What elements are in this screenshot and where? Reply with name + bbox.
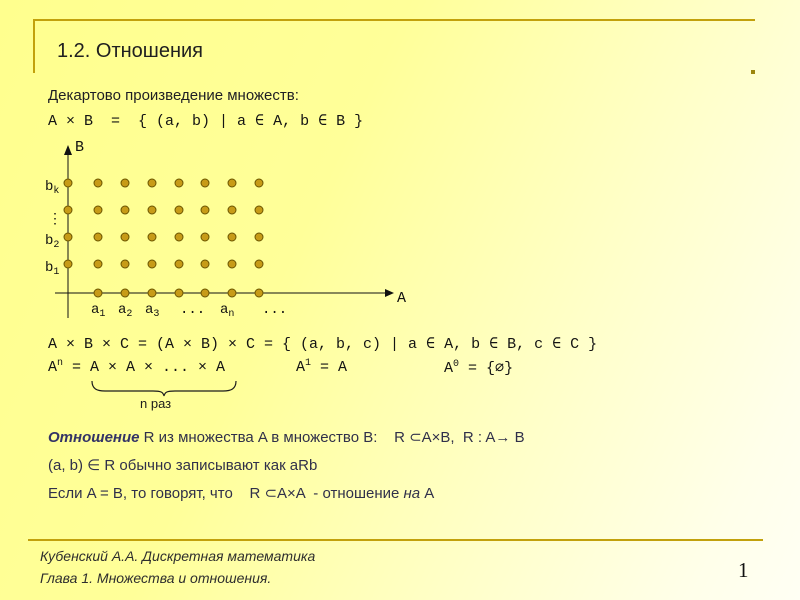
grid-dot [175, 289, 183, 297]
grid-dot [148, 260, 156, 268]
x-axis-ellipsis-1: ... [180, 302, 206, 318]
formula-cartesian-product: A × B = { (a, b) | a ∈ A, b ∈ B } [48, 113, 364, 130]
grid-dot [228, 289, 236, 297]
formula-power-0: $A^0$ = {∅} [444, 359, 514, 377]
grid-dot [255, 289, 263, 297]
x-axis-label-a1: $a_1$ [91, 302, 106, 320]
title-frame-left-line [33, 19, 35, 73]
grid-dot [228, 206, 236, 214]
grid-dot [121, 289, 129, 297]
grid-dot [94, 260, 102, 268]
x-axis-label-an: $a_n$ [220, 302, 235, 320]
axes [55, 145, 394, 318]
x-axis-title: A [397, 290, 407, 307]
grid-dot [94, 206, 102, 214]
relation-notation: (a, b) ∈ R обычно записывают как aRb [48, 457, 318, 474]
formula-triple-product: A × B × C = (A × B) × C = { (a, b, c) | a ∈ A, b ∈ B, c ∈ C } [48, 336, 598, 353]
intro-text: Декартово произведение множеств: [48, 87, 299, 104]
grid-dot [94, 179, 102, 187]
grid-dot [255, 260, 263, 268]
grid-dot [255, 206, 263, 214]
grid-dot [201, 233, 209, 241]
formula-power-1: $A^1 = A$ [296, 358, 348, 376]
grid-dot [175, 260, 183, 268]
footer-author: Кубенский А.А. Дискретная математика [40, 548, 316, 564]
formula-power-n: $A^n = A \times A$ × ... × A [48, 358, 226, 376]
y-axis-label-b2: $b_2$ [45, 233, 60, 251]
grid-dot [201, 289, 209, 297]
x-axis-label-a2: $a_2$ [118, 302, 133, 320]
grid-dot [175, 206, 183, 214]
grid-dot [201, 206, 209, 214]
brace-label: n раз [140, 396, 172, 411]
grid-dot [255, 179, 263, 187]
y-axis-label-bk: $b_k$ [45, 179, 60, 197]
grid-dot [201, 179, 209, 187]
grid-dot [121, 179, 129, 187]
y-axis-ellipsis: ⋮ [48, 212, 62, 228]
footer-chapter: Глава 1. Множества и отношения. [40, 570, 272, 586]
grid-dot [148, 233, 156, 241]
grid-dot [228, 179, 236, 187]
title-frame-top-line [33, 19, 755, 21]
grid-dot [121, 233, 129, 241]
grid-dot [94, 289, 102, 297]
grid-dot [94, 233, 102, 241]
y-axis-title: B [75, 139, 85, 156]
grid-dot [228, 233, 236, 241]
relation-definition-text: R из множества A в множество B: [139, 429, 395, 446]
relation-definition [48, 428, 525, 446]
grid-dot [175, 179, 183, 187]
grid-dot [64, 233, 72, 241]
grid-dot [148, 179, 156, 187]
y-axis-label-b1: $b_1$ [45, 260, 60, 278]
grid-dot [255, 233, 263, 241]
footer-separator-line [28, 539, 763, 541]
dot-grid [64, 179, 263, 297]
grid-dot [148, 206, 156, 214]
x-axis-ellipsis-2: ... [262, 302, 288, 318]
grid-dot [121, 260, 129, 268]
relation-term: Отношение [48, 429, 140, 446]
y-axis-arrow-icon [64, 145, 72, 155]
cartesian-product-diagram [30, 135, 420, 327]
grid-dot [64, 260, 72, 268]
grid-dot [148, 289, 156, 297]
x-axis-arrow-icon [385, 289, 394, 297]
grid-dot [228, 260, 236, 268]
grid-dot [201, 260, 209, 268]
relation-on-set: Если A = B, то говорят, что R ⊂A×A - отношение на A [48, 485, 435, 502]
page-number: 1 [738, 558, 749, 582]
relation-definition-formula: R ⊂A×B, R : A→ B [394, 429, 525, 446]
grid-dot [64, 206, 72, 214]
grid-dot [64, 179, 72, 187]
grid-dot [121, 206, 129, 214]
title-frame-dot [751, 70, 755, 74]
grid-dot [175, 233, 183, 241]
slide-title: 1.2. Отношения [57, 40, 204, 62]
x-axis-label-a3: $a_3$ [145, 302, 160, 320]
